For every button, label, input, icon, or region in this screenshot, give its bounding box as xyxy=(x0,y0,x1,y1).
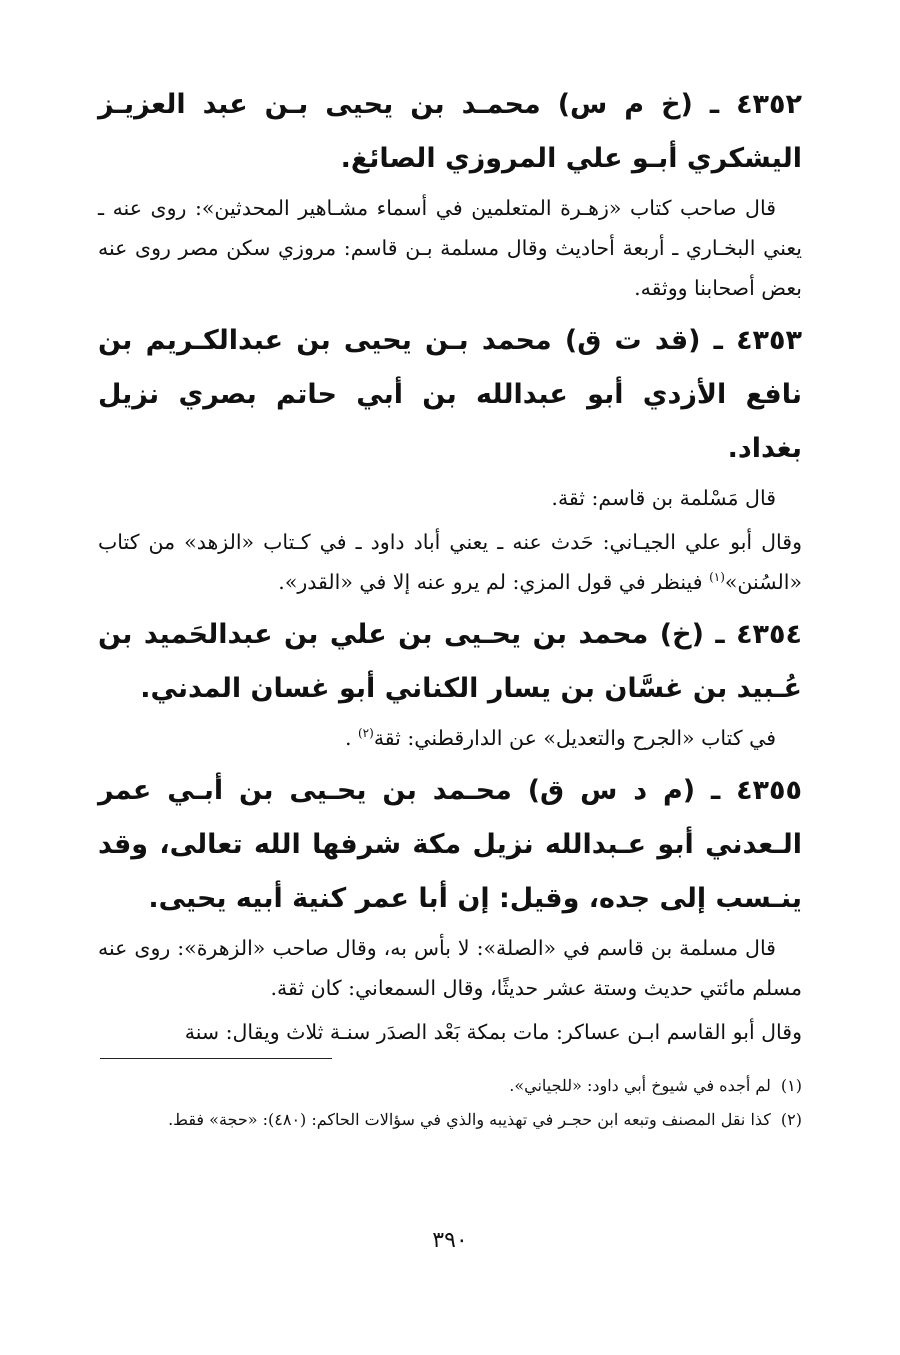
entry-paragraph: قال مَسْلمة بن قاسم: ثقة. xyxy=(551,486,776,510)
entry-heading: ٤٣٥٥ ـ (م د س ق) محـمد بن يحـيى بن أبـي عمر الـعدني أبو عـبدالله نزيل مكة شرفها الله تعالى، وقد ينـسب إلى جده، وقيل: إن أبا عمر كنية أبيه يحيى. xyxy=(98,775,802,914)
entry-paragraph-text: وقال أبو علي الجيـاني: حَدث عنه ـ يعني أباد داود ـ في كـتاب «الزهد» من كتاب «السُنن» xyxy=(98,530,802,594)
footnote-text: لم أجده في شيوخ أبي داود: «للجياني». xyxy=(509,1076,771,1095)
footnote-number: (١) xyxy=(780,1076,802,1095)
footnote-divider xyxy=(100,1058,332,1059)
entry-paragraph-text: فينظر في قول المزي: لم يرو عنه إلا في «القدر». xyxy=(278,570,703,594)
footnote-item xyxy=(98,1103,802,1137)
entry-paragraph: في كتاب «الجرح والتعديل» عن الدارقطني: ثقة$^{(٢)}$ . xyxy=(344,726,776,750)
page-body xyxy=(98,78,802,1052)
entry-4353 xyxy=(98,314,802,602)
entry-heading: ٤٣٥٤ ـ (خ) محمد بن يحـيى بن علي بن عبدالحَميد بن عُـبيد بن غسَّان بن يسار الكناني أبو غسان المدني. xyxy=(98,619,802,704)
footnote-text: كذا نقل المصنف وتبعه ابن حجـر في تهذيبه والذي في سؤالات الحاكم: (٤٨٠): «حجة» فقط. xyxy=(168,1110,771,1129)
entry-4355 xyxy=(98,764,802,1052)
footnote-ref[interactable]: (٢) xyxy=(357,726,374,741)
footnote-number: (٢) xyxy=(780,1110,802,1129)
entry-paragraph: قال صاحب كتاب «زهـرة المتعلمين في أسماء مشـاهير المحدثين»: روى عنه ـ يعني البخـاري ـ أربعة أحاديث وقال مسلمة بـن قاسم: مروزي سكن مصر روى عنه بعض أصحابنا ووثقه. xyxy=(98,196,802,300)
footnote-item xyxy=(98,1069,802,1103)
entry-heading: ٤٣٥٢ ـ (خ م س) محمـد بن يحيى بـن عبد العزيـز اليشكري أبـو علي المروزي الصائغ. xyxy=(98,89,802,174)
entry-4354 xyxy=(98,608,802,758)
footnotes xyxy=(98,1058,802,1137)
entry-paragraph: وقال أبو القاسم ابـن عساكر: مات بمكة بَعْد الصدَر سنـة ثلاث ويقال: سنة xyxy=(184,1020,802,1044)
entry-paragraph-text: في كتاب «الجرح والتعديل» عن الدارقطني: ثقة xyxy=(373,726,776,750)
entry-heading: ٤٣٥٣ ـ (قد ت ق) محمد بـن يحيى بن عبدالكـريم بن نافع الأزدي أبو عبدالله بن أبي حاتم بصري نزيل بغداد. xyxy=(98,325,802,464)
page-number: ٣٩٠ xyxy=(432,1228,468,1253)
footnote-ref[interactable]: (١) xyxy=(709,570,725,585)
entry-paragraph: قال مسلمة بن قاسم في «الصلة»: لا بأس به، وقال صاحب «الزهرة»: روى عنه مسلم مائتي حديث وستة عشر حديثًا، وقال السمعاني: كان ثقة. xyxy=(98,936,802,1000)
entry-4352 xyxy=(98,78,802,308)
entry-paragraph xyxy=(98,522,802,602)
